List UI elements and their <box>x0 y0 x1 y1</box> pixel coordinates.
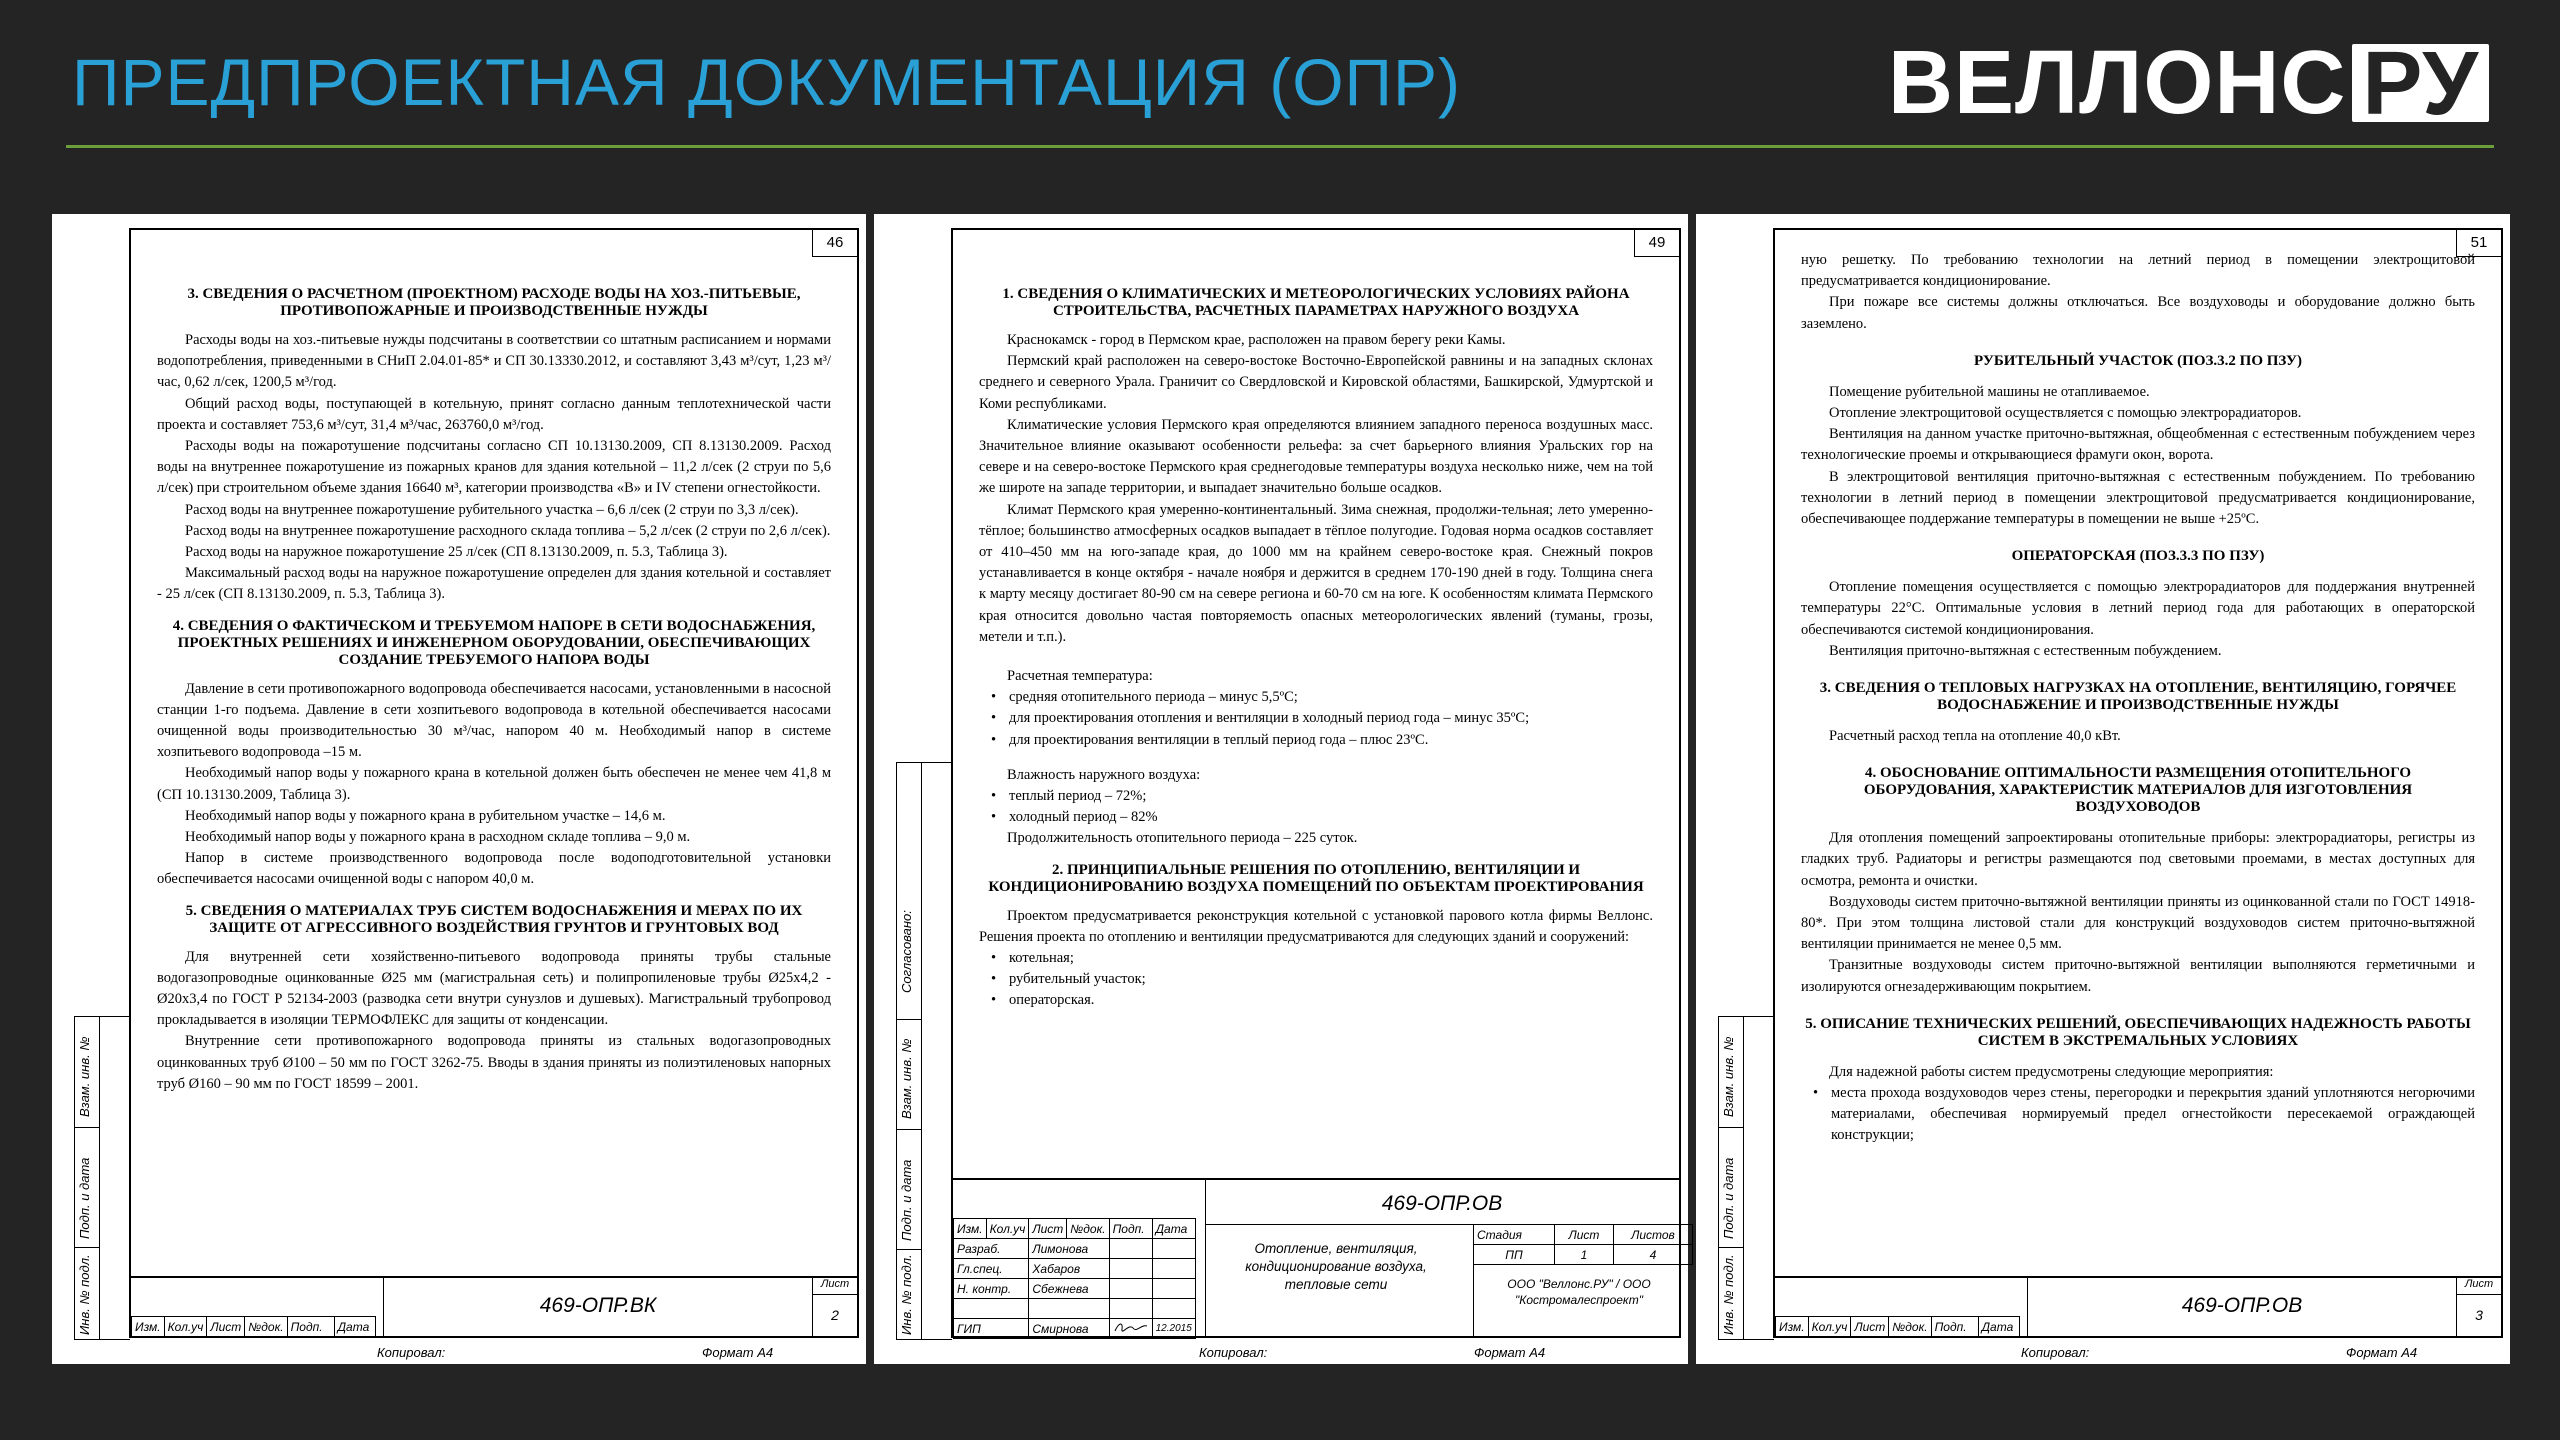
tb-podp: Подп. <box>1109 1219 1152 1239</box>
side-stamp <box>896 762 952 1340</box>
paragraph: Для внутренней сети хозяйственно-питьевого водопровода приняты трубы стальные водогазопроводные оцинкованные Ø25 мм (магистральная сеть) и полипропиленовые трубы Ø25х4,2 - Ø20х3,4 по ГОСТ Р 52134-2003 (разводка сети внутри сунузлов и душевых). Магистральный трубопровод прокладывается в изоляции ТЕРМОФЛЕКС для защиты от конденсации. <box>157 948 831 1029</box>
stamp-podp-data: Подп. и дата <box>77 1157 92 1239</box>
document-page-ov <box>874 214 1688 1364</box>
measures-list <box>1801 1083 2475 1147</box>
section-heading: 5. СВЕДЕНИЯ О МАТЕРИАЛАХ ТРУБ СИСТЕМ ВОДОСНАБЖЕНИЯ И МЕРАХ ПО ИХ ЗАЩИТЕ ОТ АГРЕССИВНОГО ВОЗДЕЙСТВИЯ ГРУНТОВ И ГРУНТОВЫХ ВОД <box>185 902 803 936</box>
building-list <box>979 948 1653 1012</box>
paragraph: Необходимый напор воды у пожарного крана в котельной должен быть обеспечен не менее чем 41,8 м (СП 10.13130.2009, Таблица 3). <box>157 765 831 803</box>
tb-stadiya: Стадия <box>1474 1225 1555 1245</box>
paragraph: Для надежной работы систем предусмотрены следующие мероприятия: <box>1829 1063 2274 1080</box>
paragraph: Расчетный расход тепла на отопление 40,0 кВт. <box>1829 728 2121 745</box>
tb-gip-name: Смирнова <box>1029 1319 1109 1339</box>
paragraph: Проектом предусматривается реконструкция котельной с установкой парового котла фирмы Веллонс. Решения проекта по отоплению и вентиляции предусматриваются для следующих зданий и сооружений: <box>979 907 1653 945</box>
page-number: 51 <box>2456 230 2501 257</box>
paragraph: Расход воды на внутреннее пожаротушение расходного склада топлива – 5,2 л/сек (2 струи по 2,6 л/сек). <box>185 522 831 539</box>
footer-format: Формат А4 <box>2346 1345 2418 1360</box>
humidity-list <box>979 786 1653 828</box>
section-heading: 2. ПРИНЦИПИАЛЬНЫЕ РЕШЕНИЯ ПО ОТОПЛЕНИЮ, ВЕНТИЛЯЦИИ И КОНДИЦИОНИРОВАНИЮ ВОЗДУХА ПОМЕЩЕНИЙ ПО ОБЪЕКТАМ ПРОЕКТИРОВАНИЯ <box>988 861 1644 895</box>
tb-izm: Изм. <box>954 1219 987 1239</box>
paragraph: При пожаре все системы должны отключаться. Все воздуховоды и оборудование должно быть заземлено. <box>1801 294 2475 332</box>
tb-data: Дата <box>334 1317 375 1337</box>
tb-n-kontr: Н. контр. <box>954 1279 1029 1299</box>
list-item: • операторская. <box>1009 990 1653 1011</box>
tb-gip-date: 12.2015 <box>1152 1319 1195 1339</box>
tb-razrab-name: Лимонова <box>1029 1239 1109 1259</box>
paragraph: Внутренние сети противопожарного водопровода приняты из стальных водогазопроводных оцинкованных труб Ø100 – 50 мм по ГОСТ 3262-75. Вводы в здания приняты из полиэтиленовых напорных труб Ø160 – 90 мм по ГОСТ 18599 – 2001. <box>157 1033 831 1092</box>
paragraph: Расчетная температура: <box>1007 668 1153 685</box>
sheet-number: 3 <box>2475 1307 2483 1323</box>
paragraph: Климат Пермского края умеренно-континентальный. Зима снежная, продолжи-тельная; лето умеренно-тёплое; большинство атмосферных осадков выпадает в тёплое полугодие. Годовая норма осадков составляет от 410–450 мм на юго-западе края, до 1000 мм на крайнем северо-востоке края. Снежный покров устанавливается в конце октября - начале ноября и держится в среднем 170-190 дней в году. Толщина снега к марту месяцу достигает 80-90 см на севере региона и 60-70 см на юге. К особенностям климата Пермского края относится довольно частая повторяемость опасных метеорологических явлений (туманы, грозы, метели и т.п.). <box>979 501 1653 645</box>
tb-data: Дата <box>1152 1219 1195 1239</box>
section-heading: 3. СВЕДЕНИЯ О РАСЧЕТНОМ (ПРОЕКТНОМ) РАСХОДЕ ВОДЫ НА ХОЗ.-ПИТЬЕВЫЕ, ПРОТИВОПОЖАРНЫЕ И ПРОИЗВОДСТВЕННЫЕ НУЖДЫ <box>187 286 801 319</box>
paragraph: Транзитные воздуховоды систем приточно-вытяжной вентиляции выполняются герметичными и изолируются огнезадерживающим покрытием. <box>1801 957 2475 995</box>
temperature-list <box>979 687 1653 751</box>
paragraph: Отопление электрощитовой осуществляется с помощью электрорадиаторов. <box>1829 405 2302 422</box>
tb-gip: ГИП <box>954 1319 1029 1339</box>
tb-list-val: 1 <box>1554 1245 1613 1265</box>
document-page-ov-3 <box>1696 214 2510 1364</box>
section-heading: 1. СВЕДЕНИЯ О КЛИМАТИЧЕСКИХ И МЕТЕОРОЛОГИЧЕСКИХ УСЛОВИЯХ РАЙОНА СТРОИТЕЛЬСТВА, РАСЧЕТНЫХ ПАРАМЕТРАХ НАРУЖНОГО ВОЗДУХА <box>1002 286 1630 319</box>
list-item: • средняя отопительного периода – минус 5,5ºС; <box>1009 687 1653 708</box>
signature <box>1109 1319 1152 1339</box>
tb-razrab: Разраб. <box>954 1239 1029 1259</box>
tb-listov-val: 4 <box>1613 1245 1692 1265</box>
tb-list: Лист <box>1851 1317 1889 1337</box>
paragraph: Отопление помещения осуществляется с помощью электрорадиаторов для поддержания внутренней температуры 22°С. Оптимальные условия в летний период года для работающих в операторской обеспечиваются системой кондиционирования. <box>1801 579 2475 638</box>
section-heading: РУБИТЕЛЬНЫЙ УЧАСТОК (ПОЗ.3.2 ПО ПЗУ) <box>1974 352 2302 369</box>
paragraph: Помещение рубительной машины не отапливаемое. <box>1829 383 2150 400</box>
paragraph: Влажность наружного воздуха: <box>1007 766 1201 783</box>
logo-text: ВЕЛЛОНС <box>1888 33 2347 133</box>
tb-data: Дата <box>1978 1317 2019 1337</box>
paragraph: Продолжительность отопительного периода – 225 суток. <box>1007 830 1358 847</box>
paragraph: Расход воды на наружное пожаротушение 25 л/сек (СП 8.13130.2009, п. 5.3, Таблица 3). <box>185 544 728 561</box>
page-content <box>1801 250 2475 1147</box>
list-item: • теплый период – 72%; <box>1009 786 1653 807</box>
stamp-soglasovano: Согласовано: <box>899 910 914 993</box>
side-stamp <box>74 1016 130 1340</box>
title-block <box>131 1276 857 1336</box>
footer-kopiroval: Копировал: <box>2021 1345 2090 1360</box>
stamp-inv-podl: Инв. № подл. <box>1721 1254 1736 1335</box>
footer-format: Формат А4 <box>702 1345 774 1360</box>
tb-list-hdr: Лист <box>1554 1225 1613 1245</box>
list-item: • места прохода воздуховодов через стены, перегородки и перекрытия зданий уплотняются негорючими материалами, обеспечивая нормируемый предел огнестойкости пересекаемой ограждающей конструкции; <box>1831 1083 2475 1147</box>
paragraph: Краснокамск - город в Пермском крае, расположен на правом берегу реки Камы. <box>1007 332 1506 348</box>
tb-ndok: №док. <box>1067 1219 1109 1239</box>
footer-kopiroval: Копировал: <box>377 1345 446 1360</box>
tb-kol: Кол.уч <box>164 1317 207 1337</box>
page-content <box>979 274 1653 1012</box>
tb-list-hdr: Лист <box>2457 1278 2501 1295</box>
paragraph: Напор в системе производственного водопровода после водоподготовительной установки обеспечивается насосами очищенной воды с напором 40,0 м. <box>157 850 831 888</box>
header-rule <box>66 145 2494 148</box>
paragraph: В электрощитовой вентиляция приточно-вытяжная с естественным побуждением. По требованию технологии в летний период в помещении электрощитовой предусматривается кондиционирование, обеспечивающее поддержание температуры в помещении не выше +25ºС. <box>1801 468 2475 528</box>
tb-title: Отопление, вентиляция, кондиционирование воздуха, тепловые сети <box>1245 1241 1427 1292</box>
sheet-number: 2 <box>831 1307 839 1323</box>
stamp-inv-podl: Инв. № подл. <box>899 1254 914 1335</box>
page-number: 49 <box>1634 230 1679 257</box>
section-heading: 5. ОПИСАНИЕ ТЕХНИЧЕСКИХ РЕШЕНИЙ, ОБЕСПЕЧИВАЮЩИХ НАДЕЖНОСТЬ РАБОТЫ СИСТЕМ В ЭКСТРЕМАЛЬНЫХ УСЛОВИЯХ <box>1805 1015 2471 1049</box>
page-frame <box>951 228 1681 1338</box>
section-heading: 4. ОБОСНОВАНИЕ ОПТИМАЛЬНОСТИ РАЗМЕЩЕНИЯ ОТОПИТЕЛЬНОГО ОБОРУДОВАНИЯ, ХАРАКТЕРИСТИК МАТЕРИАЛОВ ДЛЯ ИЗГОТОВЛЕНИЯ ВОЗДУХОВОДОВ <box>1863 765 2413 816</box>
list-item: • для проектирования отопления и вентиляции в холодный период года – минус 35ºС; <box>1009 708 1653 729</box>
tb-list: Лист <box>207 1317 245 1337</box>
tb-podp: Подп. <box>1931 1317 1978 1337</box>
tb-list-hdr: Лист <box>813 1278 857 1295</box>
paragraph: Расходы воды на хоз.-питьевые нужды подсчитаны в соответствии со штатным расписанием и нормами водопотребления, приведенными в СНиП 2.04.01-85* и СП 30.13330.2012, и составляют 3,43 м³/сут, 1,23 м³/час, 0,62 л/сек, 1200,5 м³/год. <box>157 332 831 391</box>
tb-list: Лист <box>1029 1219 1067 1239</box>
tb-n-kontr-name: Сбежнева <box>1029 1279 1109 1299</box>
paragraph: Расход воды на внутреннее пожаротушение рубительного участка – 6,6 л/сек (2 струи по 3,3 л/сек). <box>185 501 799 518</box>
tb-stadiya-val: ПП <box>1474 1245 1555 1265</box>
paragraph: Максимальный расход воды на наружное пожаротушение определен для здания котельной и составляет - 25 л/сек (СП 8.13130.2009, п. 5.3, Таблица 3). <box>157 565 831 603</box>
list-item: • для проектирования вентиляции в теплый период года – плюс 23ºС. <box>1009 730 1653 751</box>
paragraph: Вентиляция приточно-вытяжная с естественным побуждением. <box>1829 642 2222 659</box>
tb-izm: Изм. <box>1776 1317 1809 1337</box>
paragraph: Для отопления помещений запроектированы отопительные приборы: электрорадиаторы, регистры из гладких труб. Радиаторы и регистры размещаются под световыми проемами, в местах доступных для осмотра, ремонта и очистки. <box>1801 830 2475 889</box>
stamp-vzam: Взам. инв. № <box>899 1038 914 1119</box>
stamp-inv-podl: Инв. № подл. <box>77 1254 92 1335</box>
paragraph: Необходимый напор воды у пожарного крана в расходном складе топлива – 9,0 м. <box>185 829 691 846</box>
page-number: 46 <box>812 230 857 257</box>
paragraph: Климатические условия Пермского края определяются влиянием западного переноса воздушных масс. Значительное влияние оказывают особенности рельефа: за счет барьерного влияния Уральских гор на севере и на северо-востоке Пермского края среднегодовые температуры воздуха несколько ниже, чем на той же широте на западе территории, и выпадает значительно больше осадков. <box>979 416 1653 497</box>
tb-ndok: №док. <box>1889 1317 1931 1337</box>
paragraph: Необходимый напор воды у пожарного крана в рубительном участке – 14,6 м. <box>185 807 666 824</box>
paragraph: Общий расход воды, поступающей в котельную, принят согласно данным теплотехнической части проекта и составляет 753,6 м³/сут, 31,4 м³/час, 263760,0 м³/год. <box>157 395 831 433</box>
tb-listov: Листов <box>1613 1225 1692 1245</box>
paragraph: Расходы воды на пожаротушение подсчитаны согласно СП 10.13130.2009, СП 8.13130.2009. Расход воды на внутреннее пожаротушение из пожарных кранов для здания котельной – 11,2 л/сек (2 струи по 5,6 л/сек) при строительном объеме здания 16640 м³, категории производства «В» и IV степени огнестойкости. <box>157 438 831 497</box>
section-heading: 3. СВЕДЕНИЯ О ТЕПЛОВЫХ НАГРУЗКАХ НА ОТОПЛЕНИЕ, ВЕНТИЛЯЦИЮ, ГОРЯЧЕЕ ВОДОСНАБЖЕНИЕ И ПРОИЗВОДСТВЕННЫЕ НУЖДЫ <box>1819 680 2457 714</box>
section-heading: ОПЕРАТОРСКАЯ (ПОЗ.3.3 ПО ПЗУ) <box>2011 548 2265 565</box>
title-block <box>953 1178 1679 1336</box>
stamp-podp-data: Подп. и дата <box>899 1159 914 1241</box>
page-frame <box>129 228 859 1338</box>
tb-organization: ООО "Веллонс.РУ" / ООО "Костромалеспроект" <box>1507 1277 1651 1307</box>
paragraph: Воздуховоды систем приточно-вытяжной вентиляции приняты из оцинкованной стали по ГОСТ 14918-80*. При этом толщина листовой стали для конструкций воздуховодов систем приточно-вытяжной вентиляции принимается не менее 0,5 мм. <box>1801 893 2475 953</box>
paragraph: ную решетку. По требованию технологии на летний период в помещении электрощитовой предусматривается кондиционирование. <box>1801 252 2475 290</box>
page-content <box>157 274 831 1095</box>
tb-gl-spec: Гл.спец. <box>954 1259 1029 1279</box>
logo-ru: РУ <box>2352 44 2489 122</box>
tb-kol: Кол.уч <box>986 1219 1029 1239</box>
document-page-vk <box>52 214 866 1364</box>
brand-logo <box>1888 33 2488 134</box>
list-item: • котельная; <box>1009 948 1653 969</box>
side-stamp <box>1718 1016 1774 1340</box>
page-frame <box>1773 228 2503 1338</box>
tb-podp: Подп. <box>287 1317 334 1337</box>
tb-ndok: №док. <box>245 1317 287 1337</box>
document-code: 469-ОПР.ВК <box>539 1294 657 1317</box>
footer-kopiroval: Копировал: <box>1199 1345 1268 1360</box>
section-heading: 4. СВЕДЕНИЯ О ФАКТИЧЕСКОМ И ТРЕБУЕМОМ НАПОРЕ В СЕТИ ВОДОСНАБЖЕНИЯ, ПРОЕКТНЫХ РЕШЕНИЯХ И ИНЖЕНЕРНОМ ОБОРУДОВАНИИ, ОБЕСПЕЧИВАЮЩИХ СОЗДАНИЕ ТРЕБУЕМОГО НАПОРА ВОДЫ <box>172 617 816 668</box>
paragraph: Вентиляция на данном участке приточно-вытяжная, общеобменная с естественным побуждением через технологические проемы и открывающиеся фрамуги окон, ворота. <box>1801 426 2475 464</box>
page-title: ПРЕДПРОЕКТНАЯ ДОКУМЕНТАЦИЯ (ОПР) <box>72 45 1461 119</box>
paragraph: Давление в сети противопожарного водопровода обеспечивается насосами, установленными в насосной станции 1-го подъема. Давление в сети хозпитьевого водопровода в котельной обеспечивается насосами очищенной воды производительностью 30 м³/час, напором 40 м. Необходимый напор в системе хозпитьевого водопровода –15 м. <box>157 680 831 761</box>
document-code: 469-ОПР.ОВ <box>1205 1184 1679 1225</box>
tb-kol: Кол.уч <box>1808 1317 1851 1337</box>
stamp-podp-data: Подп. и дата <box>1721 1157 1736 1239</box>
tb-gl-spec-name: Хабаров <box>1029 1259 1109 1279</box>
list-item: • холодный период – 82% <box>1009 807 1653 828</box>
footer-format: Формат А4 <box>1474 1345 1546 1360</box>
document-code: 469-ОПР.ОВ <box>2181 1294 2303 1317</box>
stamp-vzam: Взам. инв. № <box>77 1036 92 1117</box>
stamp-vzam: Взам. инв. № <box>1721 1036 1736 1117</box>
tb-izm: Изм. <box>132 1317 165 1337</box>
list-item: • рубительный участок; <box>1009 969 1653 990</box>
title-block <box>1775 1276 2501 1336</box>
paragraph: Пермский край расположен на северо-востоке Восточно-Европейской равнины и на западных склонах среднего и северного Урала. Граничит со Свердловской и Кировской областями, Башкирской, Удмуртской и Коми республиками. <box>979 353 1653 412</box>
